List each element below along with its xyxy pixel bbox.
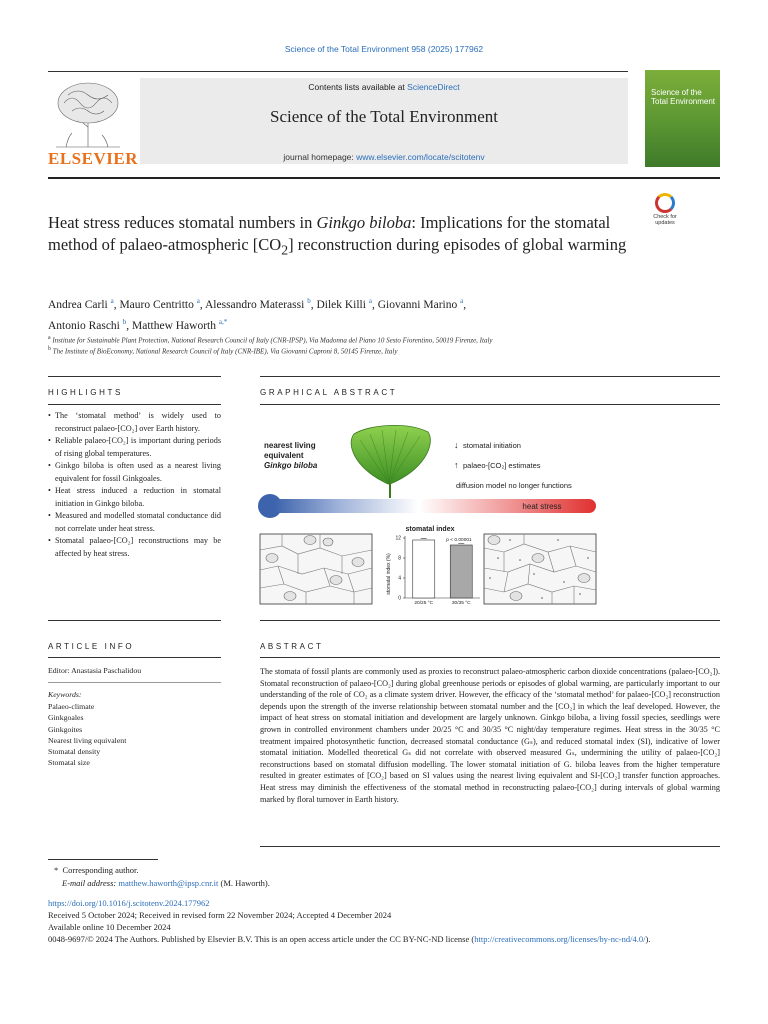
keyword[interactable]: Ginkgoales bbox=[48, 713, 84, 723]
received-dates: Received 5 October 2024; Received in revised form 22 November 2024; Accepted 4 December 2024 bbox=[48, 910, 392, 920]
p-value-annotation: p < 0.00001 bbox=[446, 538, 472, 543]
abstract-rule bbox=[260, 657, 720, 658]
y-tick-label: 8 bbox=[398, 555, 401, 562]
doi-line bbox=[48, 898, 720, 910]
publisher-logo-text: ELSEVIER bbox=[48, 149, 138, 168]
author-affil-mark[interactable]: a bbox=[368, 297, 372, 305]
keyword[interactable]: Nearest living equivalent bbox=[48, 735, 127, 745]
article-title bbox=[48, 212, 638, 261]
keyword[interactable]: Stomatal density bbox=[48, 747, 101, 757]
title-species: Ginkgo biloba bbox=[316, 213, 412, 232]
header-bottom-rule bbox=[48, 177, 720, 179]
license-link[interactable]: http://creativecommons.org/licenses/by-nc-nd/4.0/ bbox=[474, 934, 646, 944]
email-label: E-mail address: bbox=[62, 878, 117, 888]
keywords-title: Keywords: bbox=[48, 690, 82, 699]
highlight-text: Ginkgo biloba is often used as a nearest living equivalent for fossil Ginkgoales. bbox=[55, 461, 221, 483]
keywords-list bbox=[48, 701, 126, 769]
bar-group bbox=[413, 539, 473, 607]
author[interactable] bbox=[378, 299, 464, 311]
elsevier-logo[interactable] bbox=[48, 77, 138, 168]
article-info-heading: ARTICLE INFO bbox=[48, 642, 135, 651]
article-info-rule bbox=[48, 657, 221, 658]
highlight-item: • The ‘stomatal method’ is widely used to reconstruct palaeo-[CO₂] over Earth history. bbox=[48, 410, 221, 435]
author-name: Andrea Carli bbox=[48, 298, 108, 311]
ga-nle-label: equivalent bbox=[264, 451, 304, 460]
highlight-item: • Reliable palaeo-[CO₂] is important during periods of rising global temperatures. bbox=[48, 435, 221, 460]
highlights-rule bbox=[48, 404, 221, 405]
contents-prefix: Contents lists available at bbox=[308, 82, 408, 92]
graphical-abstract-bottom-rule bbox=[260, 620, 720, 621]
corresponding-text: Corresponding author. bbox=[62, 865, 139, 875]
ga-species-label: Ginkgo biloba bbox=[264, 461, 318, 470]
chart-title: stomatal index bbox=[405, 526, 455, 533]
footnote-rule bbox=[48, 859, 158, 860]
highlight-text: Reliable palaeo-[CO₂] is important during periods of rising global temperatures. bbox=[55, 436, 221, 458]
affiliation-text: The Institute of BioEconomy, National Research Council of Italy (CNR-IBE), Via Giovanni Caproni 8, 50145 Firenze, Italy bbox=[52, 347, 398, 356]
asterisk-mark: * bbox=[54, 865, 59, 875]
cover-title: Science of the Total Environment bbox=[651, 88, 716, 106]
author-name: Matthew Haworth bbox=[132, 319, 216, 332]
journal-header-band bbox=[140, 78, 628, 164]
tree-logo-icon bbox=[48, 77, 128, 149]
journal-name: Science of the Total Environment bbox=[270, 107, 498, 126]
keyword[interactable]: Palaeo-climate bbox=[48, 702, 95, 711]
author[interactable] bbox=[48, 299, 114, 311]
graphical-abstract-figure[interactable] bbox=[258, 422, 610, 608]
bar-control bbox=[413, 540, 435, 598]
journal-homepage bbox=[140, 152, 628, 162]
keywords-rule bbox=[48, 682, 221, 683]
sciencedirect-link[interactable]: ScienceDirect bbox=[407, 82, 460, 92]
highlights-top-rule bbox=[48, 376, 221, 377]
email-suffix: (M. Haworth). bbox=[220, 878, 270, 888]
corresponding-author-note bbox=[54, 865, 139, 875]
highlight-text: The ‘stomatal method’ is widely used to reconstruct palaeo-[CO₂] over Earth history. bbox=[55, 411, 221, 433]
email-line bbox=[62, 878, 270, 888]
y-tick-label: 0 bbox=[398, 595, 401, 602]
author[interactable] bbox=[316, 299, 372, 311]
title-part: Heat stress reduces stomatal numbers in bbox=[48, 213, 317, 232]
highlight-item: • Heat stress induced a reduction in stomatal initiation in Ginkgo biloba. bbox=[48, 485, 221, 510]
keyword[interactable]: Ginkgoites bbox=[48, 724, 83, 734]
author-affil-mark[interactable]: a bbox=[460, 297, 464, 305]
y-tick-label: 4 bbox=[398, 575, 401, 582]
header-top-rule bbox=[48, 71, 628, 72]
graphical-abstract-rule bbox=[260, 404, 720, 405]
highlights-heading: HIGHLIGHTS bbox=[48, 388, 123, 397]
homepage-link[interactable]: www.elsevier.com/locate/scitotenv bbox=[356, 152, 485, 162]
license-suffix: ). bbox=[645, 934, 651, 944]
author-name: Mauro Centritto bbox=[119, 298, 194, 311]
highlight-item: • Ginkgo biloba is often used as a nearest living equivalent for fossil Ginkgoales. bbox=[48, 460, 221, 485]
highlight-item: • Stomatal palaeo-[CO₂] reconstructions may be affected by heat stress. bbox=[48, 535, 221, 560]
author[interactable] bbox=[205, 299, 311, 311]
author-name: Antonio Raschi bbox=[48, 319, 120, 332]
title-part: ] reconstruction during episodes of global warming bbox=[288, 235, 627, 254]
y-tick-group bbox=[395, 536, 405, 602]
author[interactable] bbox=[132, 317, 228, 332]
author-list: Andrea Carli $^a$, Mauro Centritto $^a$, Alessandro Materassi $^b$, Dilek Killi $^a$, Giovanni Marino $^a$, Antonio Raschi $^b$, Matthew Haworth $^{a,*}$ bbox=[48, 297, 467, 332]
online-date: Available online 10 December 2024 bbox=[48, 922, 171, 932]
author-affil-mark[interactable]: b bbox=[122, 317, 127, 326]
editor-line: Editor: Anastasia Paschalidou bbox=[48, 666, 142, 675]
ga-down-arrow: ↓ bbox=[454, 440, 459, 450]
graphical-abstract-top-rule bbox=[260, 376, 720, 377]
ga-effect-co2-estimates: palaeo-[CO₂] estimates bbox=[463, 461, 541, 470]
stomata-micrograph-control bbox=[260, 534, 372, 604]
highlight-text: Heat stress induced a reduction in stomatal initiation in Ginkgo biloba. bbox=[55, 486, 221, 508]
license-prefix: 0048-9697/© 2024 The Authors. Published by Elsevier B.V. This is an open access article under the CC BY-NC-ND license ( bbox=[48, 934, 475, 944]
journal-cover[interactable] bbox=[645, 70, 720, 167]
ga-up-arrow: ↑ bbox=[454, 460, 459, 470]
check-updates-label: Check for updates bbox=[653, 214, 677, 226]
heat-stress-label: heat stress bbox=[522, 502, 562, 511]
author-name: Alessandro Materassi bbox=[204, 298, 305, 311]
author-affil-mark[interactable]: a bbox=[110, 297, 114, 305]
title-part: : Implications for the stomatal method of palaeo-atmospheric [CO bbox=[48, 213, 611, 254]
stomata-micrograph-heat bbox=[484, 534, 596, 604]
ga-effect-stomatal-initiation: stomatal initiation bbox=[463, 441, 521, 450]
title-subscript: 2 bbox=[281, 242, 289, 258]
homepage-prefix: journal homepage: bbox=[283, 152, 357, 162]
contents-line bbox=[140, 82, 628, 92]
affiliation bbox=[48, 346, 728, 355]
abstract-text: The stomata of fossil plants are commonly used as proxies to reconstruct palaeo-atmospheric carbon dioxide concentrations (palaeo-[CO₂]). Stomatal reconstruction of palaeo-[CO₂] during global greenhouse periods or episodes of global warming, are particularly important to our understanding of the role of CO₂ as a climate system driver. However, the efficacy of the ‘stomatal method’ for palaeo-[CO₂] reconstruction depends upon the strength of the inverse relationship between stomatal number and the [CO₂] in which the leaf developed. However, the impact of heat stress on stomatal initiation and development are largely unknown. Ginkgo biloba, a living fossil species, seedlings were grown in controlled environment chambers under 20/25 °C and 30/35 °C night/day temperature regimes. Heat stress in the 30/35 °C treatment impaired photosynthetic function, decreased stomatal conductance (Gₛ), and reduced stomatal index (SI), indicative of lower stomatal initiation. Modelled theoretical Gₛ did not correlate with observed measured Gₛ, undermining the utility of palaeo-[CO₂] reconstructions based on stomatal diffusion modelling. The lower stomatal initiation of G. biloba leaves from the higher temperature resulted in greater estimates of [CO₂] based on SI values using the nearest living equivalent and SI-[CO₂] transfer function approaches. Heat stress may diminish the effectiveness of the stomatal method in reconstructing palaeo-[CO₂] during intervals of global warming marked by floral turnover in Earth history. bbox=[260, 667, 720, 804]
highlight-text: Stomatal palaeo-[CO₂] reconstructions may be affected by heat stress. bbox=[55, 536, 221, 558]
graphical-abstract-svg bbox=[258, 422, 610, 608]
graphical-abstract-heading: GRAPHICAL ABSTRACT bbox=[260, 388, 398, 397]
email-link[interactable]: matthew.haworth@ipsp.cnr.it bbox=[118, 878, 219, 888]
author[interactable] bbox=[119, 299, 199, 311]
journal-reference[interactable]: Science of the Total Environment 958 (2025) 177962 bbox=[284, 44, 484, 54]
highlight-text: Measured and modelled stomatal conductance did not correlate under heat stress. bbox=[55, 511, 221, 533]
highlight-item: • Measured and modelled stomatal conductance did not correlate under heat stress. bbox=[48, 510, 221, 535]
stomatal-index-chart bbox=[386, 526, 480, 606]
x-tick-label: 20/25 °C bbox=[414, 601, 434, 606]
author-name: Dilek Killi bbox=[316, 298, 366, 311]
check-for-updates-badge[interactable] bbox=[648, 193, 682, 229]
abstract-heading: ABSTRACT bbox=[260, 642, 324, 651]
highlights-list bbox=[48, 410, 221, 560]
y-tick-label: 12 bbox=[395, 535, 401, 542]
affiliation-mark: a bbox=[48, 335, 51, 341]
author-affil-mark[interactable]: a bbox=[196, 297, 200, 305]
affiliation bbox=[48, 335, 728, 344]
ga-effect-diffusion-model: diffusion model no longer functions bbox=[456, 481, 572, 490]
doi-link[interactable]: https://doi.org/10.1016/j.scitotenv.2024.177962 bbox=[48, 898, 210, 908]
author-affil-mark[interactable]: a,* bbox=[218, 317, 228, 326]
bar-heat bbox=[450, 545, 472, 598]
y-axis-label: stomatal index (%) bbox=[386, 553, 392, 595]
affiliation-mark: b bbox=[48, 346, 51, 352]
author[interactable] bbox=[48, 317, 127, 332]
affiliation-text: Institute for Sustainable Plant Protection, National Research Council of Italy (CNR-IPSP), Via Madonna del Piano 10 Sesto Fiorentino, 50019 Firenze, Italy bbox=[52, 336, 493, 345]
keyword[interactable]: Stomatal size bbox=[48, 758, 90, 768]
author-name: Giovanni Marino bbox=[377, 298, 458, 311]
author-affil-mark[interactable]: b bbox=[307, 297, 311, 305]
highlights-bottom-rule bbox=[48, 620, 221, 621]
ginkgo-leaf-icon bbox=[351, 425, 430, 484]
x-tick-label: 30/35 °C bbox=[451, 601, 471, 606]
check-updates-icon bbox=[655, 193, 675, 213]
abstract-bottom-rule bbox=[260, 846, 720, 847]
license-line bbox=[48, 934, 720, 946]
ga-nle-label: nearest living bbox=[264, 441, 316, 450]
